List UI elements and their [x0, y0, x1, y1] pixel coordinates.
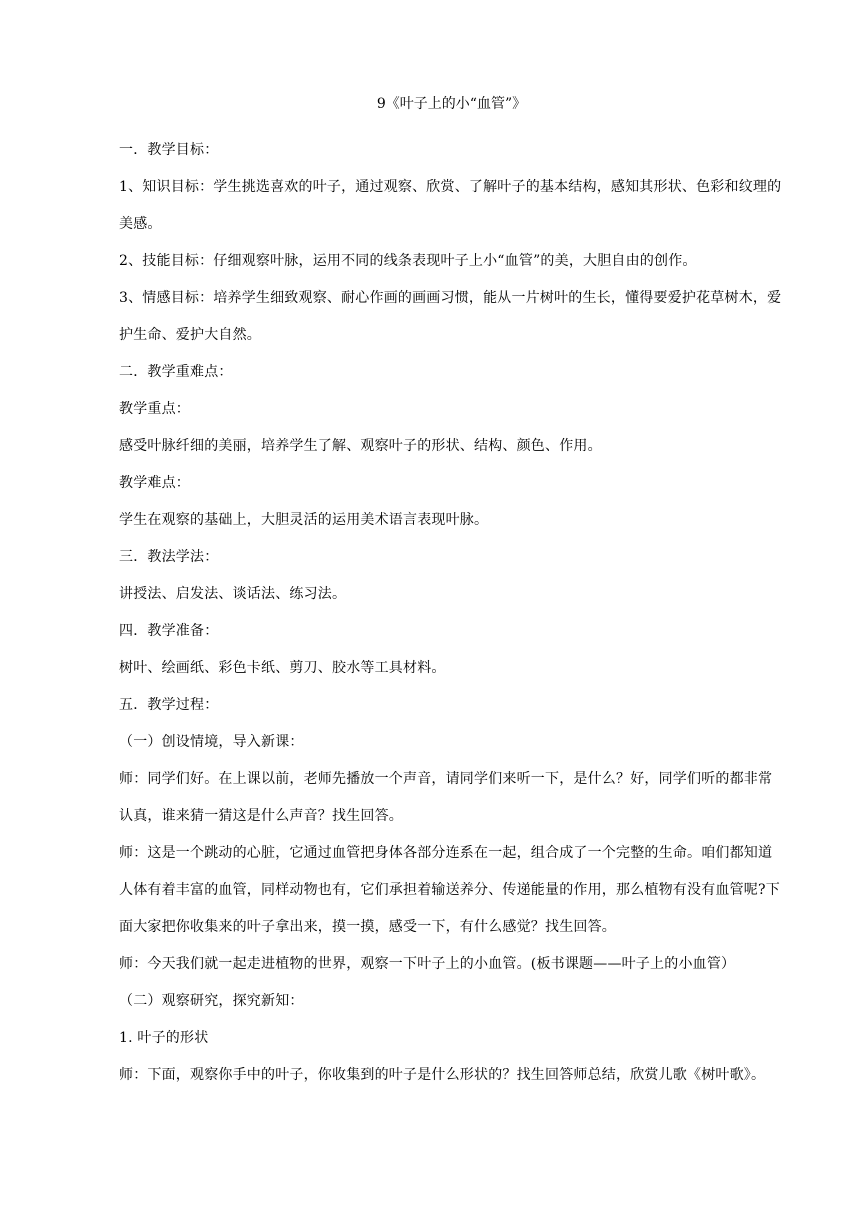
paragraph-teacher-3: 师：今天我们就一起走进植物的世界，观察一下叶子上的小血管。(板书课题——叶子上的小血管）	[119, 956, 736, 972]
paragraph-teacher-4: 师：下面，观察你手中的叶子，你收集到的叶子是什么形状的？找生回答师总结，欣赏儿歌《树叶歌》。	[119, 1067, 766, 1083]
label-difficulty: 教学难点：	[119, 475, 190, 491]
section-heading-methods: 三．教法学法：	[119, 549, 219, 565]
paragraph-key-point: 感受叶脉纤细的美丽，培养学生了解、观察叶子的形状、结构、颜色、作用。	[119, 438, 602, 454]
document-body	[119, 94, 784, 1094]
paragraph-knowledge-goal: 1、知识目标：学生挑选喜欢的叶子，通过观察、欣赏、了解叶子的基本结构，感知其形状、色彩和纹理的美感。	[119, 179, 782, 232]
subheading-observe: （二）观察研究，探究新知：	[119, 993, 304, 1009]
section-heading-key-points: 二．教学重难点：	[119, 364, 233, 380]
subheading-leaf-shape: 1. 叶子的形状	[119, 1030, 209, 1046]
section-heading-process: 五．教学过程：	[119, 697, 219, 713]
label-key-point: 教学重点：	[119, 401, 190, 417]
document-title: 9《叶子上的小“血管”》	[376, 96, 527, 112]
section-heading-objectives: 一．教学目标：	[119, 142, 219, 158]
paragraph-difficulty: 学生在观察的基础上，大胆灵活的运用美术语言表现叶脉。	[119, 512, 489, 528]
subheading-intro: （一）创设情境，导入新课：	[119, 734, 304, 750]
paragraph-teacher-1: 师：同学们好。在上课以前，老师先播放一个声音，请同学们来听一下，是什么？好，同学们听的都非常认真，谁来猜一猜这是什么声音？找生回答。	[119, 771, 773, 824]
paragraph-methods: 讲授法、启发法、谈话法、练习法。	[119, 586, 347, 602]
paragraph-preparation: 树叶、绘画纸、彩色卡纸、剪刀、胶水等工具材料。	[119, 660, 446, 676]
paragraph-skill-goal: 2、技能目标：仔细观察叶脉，运用不同的线条表现叶子上小“血管”的美，大胆自由的创作。	[119, 253, 697, 269]
paragraph-emotion-goal: 3、情感目标：培养学生细致观察、耐心作画的画画习惯，能从一片树叶的生长，懂得要爱护花草树木，爱护生命、爱护大自然。	[119, 290, 782, 343]
section-heading-preparation: 四．教学准备：	[119, 623, 219, 639]
paragraph-teacher-2: 师：这是一个跳动的心脏，它通过血管把身体各部分连系在一起，组合成了一个完整的生命。咱们都知道人体有着丰富的血管，同样动物也有，它们承担着输送养分、传递能量的作用，那么植物有没有血管呢?下面大家把你收集来的叶子拿出来，摸一摸，感受一下，有什么感觉？找生回答。	[119, 845, 780, 935]
